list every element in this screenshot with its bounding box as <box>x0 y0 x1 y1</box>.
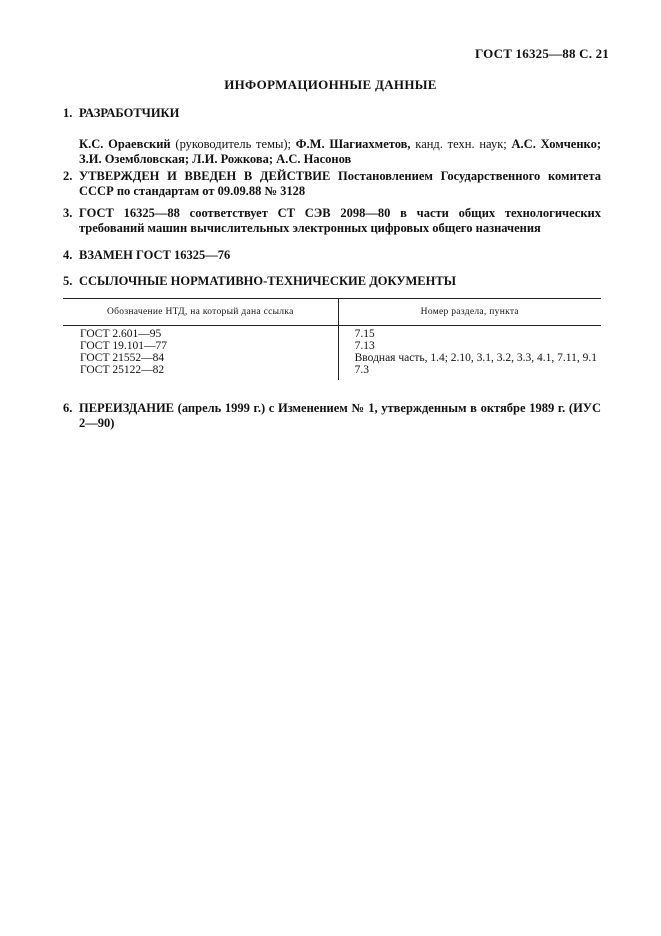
section-heading: УТВЕРЖДЕН И ВВЕДЕН В ДЕЙСТВИЕ <box>79 169 331 183</box>
developer-names: А.С. Хомченко; З.И. Озембловская; Л.И. Рожкова; А.С. Насонов <box>79 137 601 166</box>
approval-decree: Постановлением Государственного комитета СССР по стандартам от 09.09.88 № 3128 <box>79 169 602 198</box>
section-approval <box>63 169 601 199</box>
page-header-reference: ГОСТ 16325—88 С. 21 <box>475 46 609 61</box>
section-number: 2. <box>63 169 73 183</box>
section-text: ВЗАМЕН ГОСТ 16325—76 <box>79 248 231 262</box>
column-header-document: Обозначение НТД, на который дана ссылка <box>63 299 338 326</box>
table-cell-document: ГОСТ 21552—84 <box>80 352 165 364</box>
developer-role: (руководитель темы); <box>170 137 296 151</box>
section-reference-documents <box>63 274 601 289</box>
developer-name: К.С. Ораевский <box>79 137 171 151</box>
table-cell-document: ГОСТ 25122—82 <box>80 364 165 376</box>
section-text: ГОСТ 16325—88 соответствует СТ СЭВ 2098—80 в части общих технологических требований машин вычислительных электронных цифровых общего назначения <box>79 206 601 235</box>
table-cell-section: 7.13 <box>354 340 375 352</box>
table-cell-section: 7.15 <box>354 328 375 340</box>
section-correspondence <box>63 206 601 236</box>
section-number: 5. <box>63 274 73 288</box>
reference-documents-table <box>63 298 601 380</box>
section-heading: ССЫЛОЧНЫЕ НОРМАТИВНО-ТЕХНИЧЕСКИЕ ДОКУМЕНТЫ <box>79 274 456 288</box>
developer-role: канд. техн. наук; <box>410 137 512 151</box>
table-cell-section: Вводная часть, 1.4; 2.10, 3.1, 3.2, 3.3, 4.1, 7.11, 9.1 <box>354 352 597 364</box>
section-developers <box>63 106 601 167</box>
section-text: ПЕРЕИЗДАНИЕ (апрель 1999 г.) с Изменением № 1, утвержденным в октябре 1989 г. (ИУС 2—90) <box>79 401 601 430</box>
section-number: 3. <box>63 206 73 220</box>
section-number: 1. <box>63 106 73 120</box>
section-text <box>79 169 601 199</box>
table-body-row <box>63 326 601 381</box>
document-column <box>63 326 338 381</box>
section-number: 4. <box>63 248 73 262</box>
table-cell-document: ГОСТ 19.101—77 <box>80 340 168 352</box>
table-cell-document: ГОСТ 2.601—95 <box>80 328 162 340</box>
section-replaces <box>63 248 601 263</box>
section-heading: РАЗРАБОТЧИКИ <box>79 106 180 120</box>
column-header-section: Номер раздела, пункта <box>338 299 601 326</box>
table-cell-section: 7.3 <box>354 364 369 376</box>
section-reissue <box>63 401 601 431</box>
table-header-row <box>63 299 601 326</box>
developers-list <box>63 137 601 167</box>
developer-name: Ф.М. Шагиахметов, <box>295 137 411 151</box>
section-column <box>338 326 601 381</box>
section-number: 6. <box>63 401 73 415</box>
document-title: ИНФОРМАЦИОННЫЕ ДАННЫЕ <box>224 77 437 92</box>
